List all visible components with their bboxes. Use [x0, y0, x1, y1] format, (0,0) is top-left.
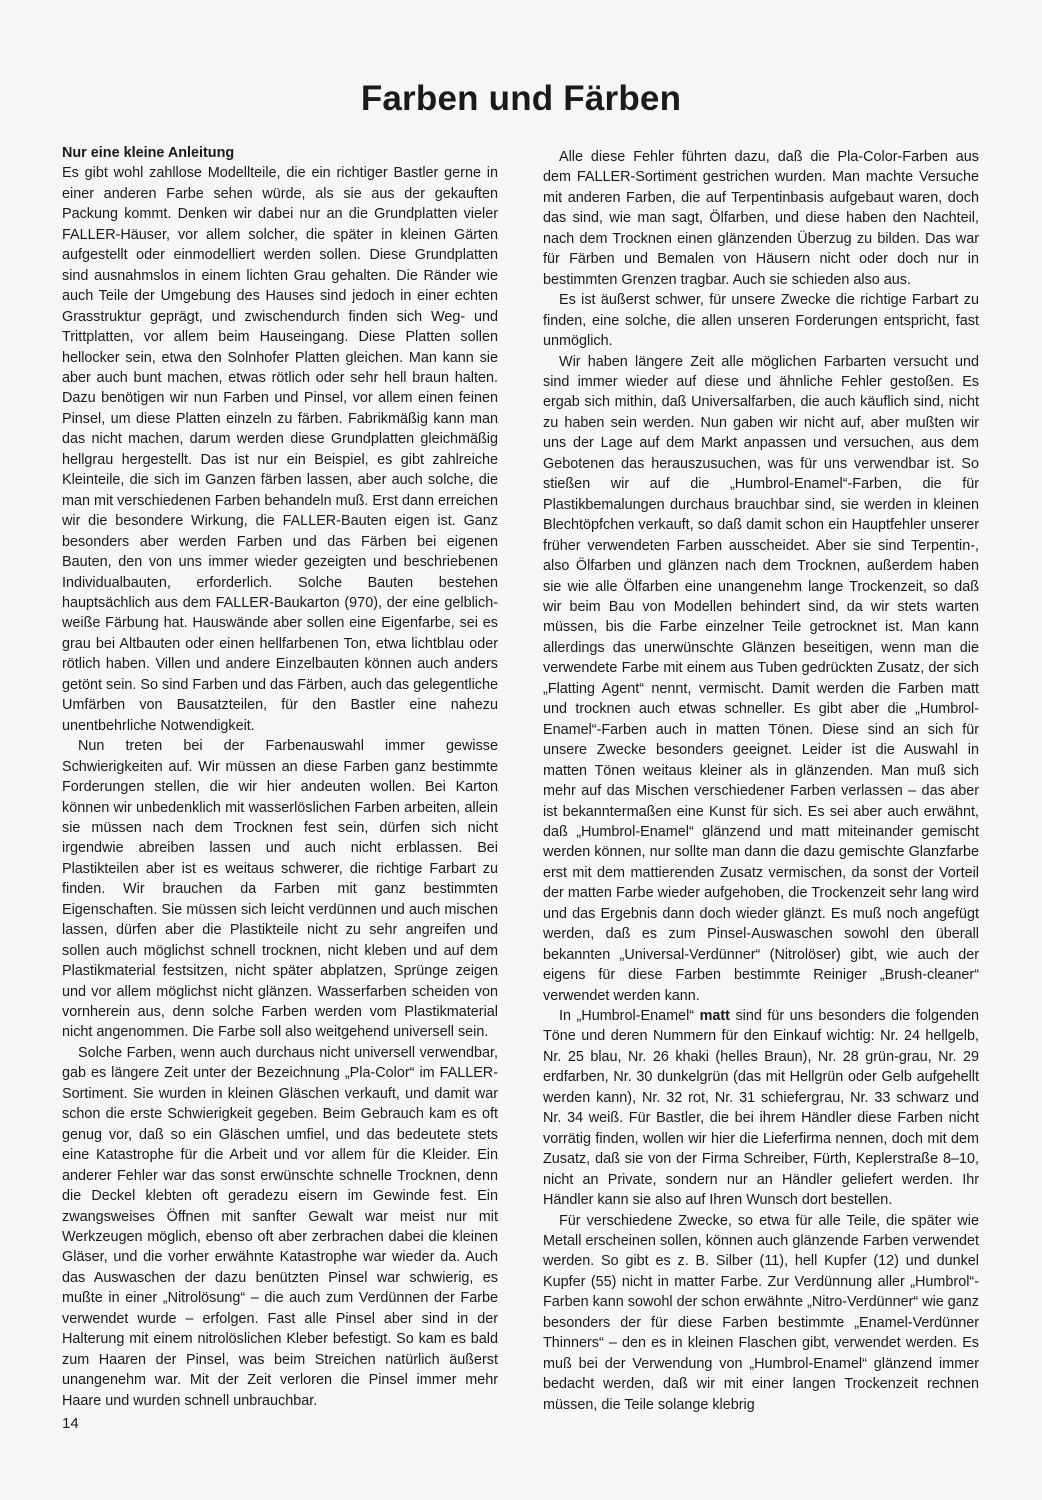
paragraph: Alle diese Fehler führten dazu, daß die Pla-Color-Farben aus dem FALLER-Sortiment gestrichen wurden. Man machte Versuche mit anderen Farben, die auf Terpentinbasis aufgebaut waren, doch das sind, wie man sagt, Ölfarben, und diese haben den Nachteil, nach dem Trocknen einen glänzenden Überzug zu bilden. Das war für Färben und Bemalen von Häusern nicht oder doch nur in bestimmten Grenzen tragbar. Auch sie schieden also aus. [543, 149, 979, 288]
paragraph-humbrol-colors [543, 1006, 979, 1211]
left-column [62, 143, 498, 1411]
page-title: Farben und Färben [360, 79, 682, 118]
paragraph: Nun treten bei der Farbenauswahl immer gewisse Schwierigkeiten auf. Wir müssen an diese Farben ganz bestimmte Forderungen stellen, die wir hier andeuten wollen. Bei Karton können wir unbedenklich mit wasserlöslichen Farben arbeiten, allein sie müssen nach dem Trocknen fest sein, dürfen sich nicht irgendwie abreiben lassen und auch nicht erblassen. Bei Plastikteilen aber ist es weitaus schwerer, die richtige Farbart zu finden. Wir brauchen da Farben mit ganz bestimmten Eigenschaften. Sie müssen sich leicht verdünnen und auch mischen lassen, dürfen aber die Plastikteile nicht zu sehr angreifen und sollen auch möglichst schnell trocknen, nicht kleben und auf dem Plastikmaterial festsitzen, nicht später abplatzen, Sprünge zeigen und vor allem möglichst nicht glänzen. Wasserfarben scheiden von vornherein aus, denn solche Farben werden vom Plastikmaterial nicht angenommen. Die Farbe soll also weitgehend universell sein. [62, 738, 498, 1041]
paragraph: Für verschiedene Zwecke, so etwa für alle Teile, die später wie Metall erscheinen sollen, können auch glänzende Farben verwendet werden. So gibt es z. B. Silber (11), hell Kupfer (12) und dunkel Kupfer (55) nicht in matter Farbe. Zur Verdünnung aller „Humbrol“-Farben kann sowohl der schon erwähnte „Nitro-Verdünner“ wie ganz besonders der für diese Farben bestimmte „Enamel-Verdünner Thinners“ – den es in kleinen Flaschen gibt, verwendet werden. Es muß bei der Verwendung von „Humbrol-Enamel“ glänzend immer bedacht werden, daß wir mit einer langen Trockenzeit rechnen müssen, die Teile solange klebrig [543, 1212, 979, 1413]
paragraph: Es ist äußerst schwer, für unsere Zwecke die richtige Farbart zu finden, eine solche, die allen unseren Forderungen entspricht, fast unmöglich. [543, 292, 979, 350]
text-run: sind für uns besonders die folgenden Töne und deren Nummern für den Einkauf wichtig: Nr. 24 hellgelb, Nr. 25 blau, Nr. 26 khaki (helles Braun), Nr. 28 grün-grau, Nr. 29 erdfarben, Nr. 30 dunkelgrün (das mit Hellgrün oder Gelb aufgehellt werden kann), Nr. 32 rot, Nr. 31 schiefergrau, Nr. 33 schwarz und Nr. 34 weiß. Für Bastler, die bei ihrem Händler diese Farben nicht vorrätig finden, wollen wir hier die Lieferfirma nennen, doch mit dem Zusatz, daß sie von der Firma Schreiber, Fürth, Keplerstraße 8–10, nicht an Private, sondern nur an Händler geliefert werden. Ihr Händler kann sie also auf Ihren Wunsch dort bestellen. [543, 1008, 979, 1209]
text-run: In „Humbrol-Enamel“ [559, 1008, 700, 1025]
paragraph: Solche Farben, wenn auch durchaus nicht universell verwendbar, gab es längere Zeit unter der Bezeichnung „Pla-Color“ im FALLER-Sortiment. Sie wurden in kleinen Gläschen verkauft, und damit war schon die erste Schwierigkeit gegeben. Beim Gebrauch kam es oft genug vor, daß so ein Gläschen umfiel, und das bedeutete stets eine Katastrophe für die Arbeit und vor allem für die Kleider. Ein anderer Fehler war das sonst erwünschte schnelle Trocknen, denn die Deckel klebten oft geradezu eisern im Gewinde fest. Ein zwangsweises Öffnen mit sanfter Gewalt war meist nur mit Werkzeugen möglich, ebenso oft aber zerbrachen dabei die kleinen Gläser, und die vorher erwähnte Katastrophe war wieder da. Auch das Auswaschen der dazu benützten Pinsel war schwierig, es mußte in einer „Nitrolösung“ – die auch zum Verdünnen der Farbe verwendet wurde – erfolgen. Fast alle Pinsel aber sind in der Halterung mit einem nitrolöslichen Kleber befestigt. So kam es bald zum Haaren der Pinsel, was beim Streichen natürlich äußerst unangenehm war. Mit der Zeit verloren die Pinsel immer mehr Haare und wurden schnell unbrauchbar. [62, 1044, 498, 1409]
paragraph: Es gibt wohl zahllose Modellteile, die ein richtiger Bastler gerne in einer anderen Farbe sehen würde, als sie aus der gekauften Packung kommt. Denken wir dabei nur an die Grundplatten vieler FALLER-Häuser, vor allem solcher, die später in kleinen Gärten aufgestellt oder einmodelliert werden sollen. Diese Grundplatten sind ausnahmslos in einem lichten Grau gehalten. Die Ränder wie auch Teile der Umgebung des Hauses sind jedoch in einer echten Grasstruktur geprägt, und zwischendurch finden sich Weg- und Trittplatten, vor allem beim Hauseingang. Diese Platten sollen hellocker sein, etwa den Solnhofer Platten gleichen. Man kann sie aber auch bunt machen, etwas rötlich oder sehr hell braun halten. Dazu benötigen wir nun Farben und Pinsel, vor allem einen feinen Pinsel, um diese Platten einzeln zu färben. Fabrikmäßig kann man das nicht machen, darum werden diese Grundplatten gleichmäßig hellgrau hergestellt. Das ist nur ein Beispiel, es gibt zahlreiche Kleinteile, die sich im Ganzen färben lassen, aber auch solche, die man mit verschiedenen Farben behandeln muß. Erst dann erreichen wir die besondere Wirkung, die FALLER-Bauten eigen ist. Ganz besonders aber werden Farben und das Färben bei eigenen Bauten, den von uns immer wieder gezeigten und beschriebenen Individualbauten, erforderlich. Solche Bauten bestehen hauptsächlich aus dem FALLER-Baukarton (970), der eine gelblich-weiße Färbung hat. Hauswände aber sollen eine Eigenfarbe, sei es grau bei Altbauten oder einen hellfarbenen Ton, etwa lichtblau oder rötlich haben. Villen und andere Einzelbauten können auch anders getönt sein. So sind Farben und das Färben, auch das gelegentliche Umfärben von Bausatzteilen, für den Bastler eine nahezu unentbehrliche Notwendigkeit. [62, 165, 499, 734]
paragraph: Wir haben längere Zeit alle möglichen Farbarten versucht und sind immer wieder auf diese und ähnliche Fehler gestoßen. Es ergab sich mithin, daß Universalfarben, die auch käuflich sind, nicht zu haben sein werden. Nun gaben wir nicht auf, aber mußten wir uns der Lage auf dem Markt anpassen und versuchen, aus dem Gebotenen das herauszusuchen, was für uns verwendbar ist. So stießen wir auf die „Humbrol-Enamel“-Farben, die für Plastikbemalungen durchaus brauchbar sind, sie werden in kleinen Blechtöpfchen verkauft, so daß damit schon ein Hauptfehler unserer früher verwendeten Farben ausscheidet. Aber sie sind Terpentin-, also Ölfarben und glänzen nach dem Trocknen, außerdem haben sie wie alle Ölfarben eine unangenehm lange Trockenzeit, so daß wir beim Bau von Modellen behindert sind, da wir stets warten müssen, bis die Farbe einzelner Teile getrocknet ist. Man kann allerdings das unerwünschte Glänzen beseitigen, wenn man die verwendete Farbe mit einem aus Tuben gedrückten Zusatz, der sich „Flatting Agent“ nennt, vermischt. Damit werden die Farben matt und trocknen auch etwas schneller. Es gibt aber die „Humbrol-Enamel“-Farben auch in matten Tönen. Diese sind an sich für unsere Zwecke besonders geeignet. Leider ist die Auswahl in matten Tönen weitaus kleiner als in glänzenden. Man muß sich mehr auf das Mischen verschiedener Farben verlassen – das aber ist bekanntermaßen eine Kunst für sich. Es sei aber auch erwähnt, daß „Humbrol-Enamel“ glänzend und matt miteinander gemischt werden können, nur sollte man dann die dazu gemischte Glanzfarbe erst mit dem mattierenden Zusatz vermischen, da sonst der Vorteil der matten Farbe wieder aufgehoben, die Trockenzeit sehr lang wird und das Ergebnis dann doch wieder glänzt. Es muß noch angefügt werden, daß es zum Pinsel-Auswaschen sowohl den überall bekannten „Universal-Verdünner“ (Nitrolöser) gibt, wie auch der eigens für diese Farben bestimmte Reiniger „Brush-cleaner“ verwendet werden kann. [543, 353, 979, 1004]
right-column [543, 147, 979, 1415]
section-heading: Nur eine kleine Anleitung [62, 145, 235, 161]
page-number: 14 [62, 1415, 79, 1432]
bold-text: matt [699, 1008, 730, 1025]
